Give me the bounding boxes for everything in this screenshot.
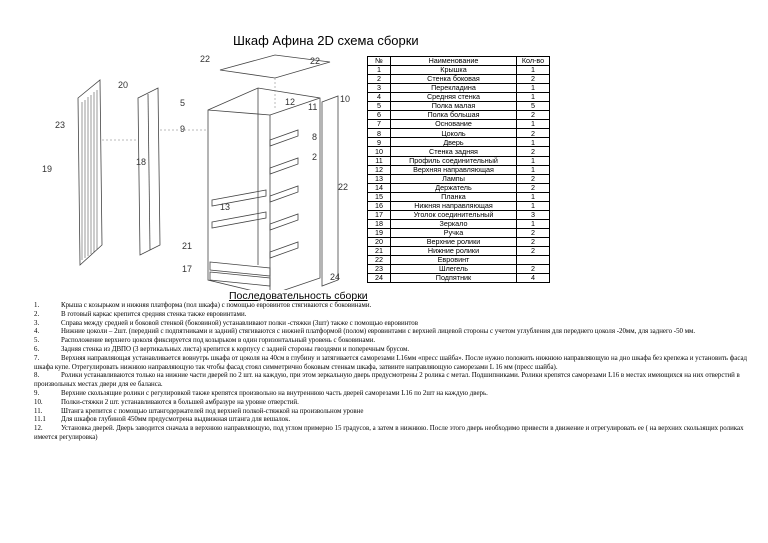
callout: 22 [338, 182, 349, 192]
row-qty: 1 [517, 192, 550, 201]
row-number: 3 [368, 84, 391, 93]
step-text: В готовый каркас крепится средняя стенка также евровинтами. [61, 310, 247, 318]
row-number: 22 [368, 256, 391, 265]
step [34, 399, 754, 408]
table-row [368, 120, 550, 129]
step-number: 11.1 [34, 416, 46, 424]
step-number: 8. [34, 372, 40, 380]
page-title: Шкаф Афина 2D схема сборки [233, 33, 419, 48]
sequence-title: Последовательность сборки [229, 290, 368, 302]
row-qty: 2 [517, 246, 550, 255]
row-number: 14 [368, 183, 391, 192]
step [34, 346, 754, 355]
step [34, 311, 754, 320]
table-row [368, 147, 550, 156]
callout: 24 [330, 272, 341, 282]
step-text: Верхняя направляющая устанавливается вовнутрь шкафа от цоколя на 40см в глубину и затягивается саморезами L16мм «пресс шайба». После нужно положить нижнюю направляющую на дно шкафа без крепежа и установить фасад шкафа купе. Отрегулировать нижнюю направляющую так чтобы фасад стоял симметрично боковым стенкам шкафа, затвинте направляющую саморезами L 16 мм (пресс шайба). [34, 354, 748, 371]
table-row [368, 165, 550, 174]
assembly-steps [34, 302, 754, 443]
row-name: Профиль соединительный [391, 156, 517, 165]
row-number: 13 [368, 174, 391, 183]
table-row [368, 174, 550, 183]
row-number: 6 [368, 111, 391, 120]
plinth-2 [210, 272, 270, 286]
row-qty: 4 [517, 274, 550, 283]
row-name: Шлегель [391, 265, 517, 274]
row-qty: 1 [517, 219, 550, 228]
table-row [368, 201, 550, 210]
row-number: 18 [368, 219, 391, 228]
step [34, 320, 754, 329]
row-number: 19 [368, 228, 391, 237]
callout: 9 [180, 124, 186, 134]
row-number: 15 [368, 192, 391, 201]
row-number: 7 [368, 120, 391, 129]
row-name: Цоколь [391, 129, 517, 138]
callout: 12 [285, 97, 296, 107]
row-qty: 2 [517, 147, 550, 156]
row-number: 4 [368, 93, 391, 102]
row-name: Стенка задняя [391, 147, 517, 156]
row-name: Верхние ролики [391, 237, 517, 246]
callout: 21 [182, 241, 193, 251]
row-qty: 1 [517, 66, 550, 75]
row-qty: 1 [517, 138, 550, 147]
row-qty: 2 [517, 237, 550, 246]
row-qty: 2 [517, 129, 550, 138]
table-row [368, 138, 550, 147]
table-row [368, 183, 550, 192]
step-text: Полки-стяжки 2 шт. устанавливаются в большей амбразуре на уровне отверстий. [61, 398, 299, 406]
table-row [368, 192, 550, 201]
plinth [210, 262, 270, 276]
row-qty: 5 [517, 102, 550, 111]
row-number: 1 [368, 66, 391, 75]
row-name: Средняя стенка [391, 93, 517, 102]
callout: 23 [55, 120, 66, 130]
row-qty: 1 [517, 156, 550, 165]
carcass [208, 88, 320, 290]
callout: 10 [340, 94, 351, 104]
shelves [212, 130, 298, 258]
callout: 18 [136, 157, 147, 167]
header-number: № [368, 57, 391, 66]
row-name: Стенка боковая [391, 75, 517, 84]
row-qty: 2 [517, 111, 550, 120]
row-name: Полка малая [391, 102, 517, 111]
row-name: Нижняя направляющая [391, 201, 517, 210]
row-name: Лампы [391, 174, 517, 183]
row-name: Перекладина [391, 84, 517, 93]
step-text: Для шкафов глубиной 450мм предусмотрена выдвижная штанга для вешалок. [61, 416, 291, 424]
row-name: Зеркало [391, 219, 517, 228]
row-qty: 1 [517, 93, 550, 102]
row-number: 20 [368, 237, 391, 246]
step-number: 6. [34, 345, 40, 353]
row-name: Подпятник [391, 274, 517, 283]
step [34, 355, 754, 373]
callout: 22 [200, 54, 211, 64]
step-text: Крыша с козырьком и нижняя платформа (пол шкафа) с помощью евровинтов стягиваются с боковинами. [61, 302, 372, 309]
row-name: Крышка [391, 66, 517, 75]
callout: 11 [308, 102, 318, 112]
step [34, 408, 754, 417]
callout: 22 [310, 56, 321, 66]
row-name: Полка большая [391, 111, 517, 120]
row-name: Планка [391, 192, 517, 201]
row-number: 24 [368, 274, 391, 283]
callout: 8 [312, 132, 318, 142]
step [34, 302, 754, 311]
step-text: Установка дверей. Дверь заводится сначала в верхнюю направляющую, под углом примерно 15 градусов, а затем в нижнюю. После этого дверь необходимо привести в движение и отрегулировать ее ( на верхних скользящих роликах имеется регулировка) [34, 425, 744, 441]
step-text: Справа между средней и боковой стенкой (боковиной) устанавливают полки -стяжки (3шт) также с помощью евровинтов [61, 319, 419, 327]
callout: 19 [42, 164, 53, 174]
step [34, 337, 754, 346]
row-qty: 3 [517, 210, 550, 219]
row-number: 17 [368, 210, 391, 219]
step-text: Задняя стенка из ДВПО (3 вертикальных листа) крепится к корпусу с задней стороны гвоздями и поперечным брусом. [61, 345, 410, 353]
table-row [368, 274, 550, 283]
assembly-drawing [30, 40, 360, 290]
row-number: 11 [368, 156, 391, 165]
row-qty: 1 [517, 84, 550, 93]
step-number: 7. [34, 354, 40, 362]
callout: 13 [220, 202, 231, 212]
row-qty: 2 [517, 174, 550, 183]
step-number: 1. [34, 302, 40, 309]
step-number: 10. [34, 398, 43, 406]
door-pattern [82, 90, 97, 260]
step [34, 425, 754, 443]
step-text: Расположение верхнего цоколя фиксируется под козырьком в один горизонтальный уровень с боковинами. [61, 337, 376, 345]
row-number: 23 [368, 265, 391, 274]
row-qty: 2 [517, 183, 550, 192]
row-name: Ручка [391, 228, 517, 237]
step-number: 4. [34, 328, 40, 336]
step-number: 12. [34, 425, 43, 433]
parts-table [367, 56, 550, 283]
step [34, 328, 754, 337]
row-number: 16 [368, 201, 391, 210]
row-qty: 2 [517, 228, 550, 237]
step-text: Верхние скользящие ролики с регулировкой также крепятся произвольно на внутреннюю часть дверей саморезами L16 по 2шт на каждую дверь. [61, 389, 488, 397]
row-qty: 1 [517, 201, 550, 210]
row-qty: 1 [517, 165, 550, 174]
row-name: Верхняя направляющая [391, 165, 517, 174]
step-number: 2. [34, 310, 40, 318]
row-number: 2 [368, 75, 391, 84]
step-number: 11. [34, 407, 43, 415]
row-number: 21 [368, 246, 391, 255]
step-number: 3. [34, 319, 40, 327]
row-name: Евровинт [391, 256, 517, 265]
step [34, 416, 754, 425]
step-number: 5. [34, 337, 40, 345]
row-name: Держатель [391, 183, 517, 192]
row-name: Дверь [391, 138, 517, 147]
table-row [368, 129, 550, 138]
row-name: Нижние ролики [391, 246, 517, 255]
step-text: Нижние цоколи – 2шт. (передний с подпятниками и задний) стягиваются с нижней платформой (полом) евровинтами с верхней лицевой стороны с учетом углубления для переднего цоколя -20мм, для заднего -50 мм. [61, 328, 696, 336]
callout: 20 [118, 80, 129, 90]
row-name: Уголок соединительный [391, 210, 517, 219]
callout: 2 [312, 152, 318, 162]
header-qty: Кол-во [517, 57, 550, 66]
door-panel-left [78, 80, 102, 265]
row-number: 5 [368, 102, 391, 111]
row-qty: 2 [517, 265, 550, 274]
step [34, 372, 754, 390]
step-number: 9. [34, 389, 40, 397]
row-number: 10 [368, 147, 391, 156]
row-number: 8 [368, 129, 391, 138]
table-row [368, 156, 550, 165]
callout: 5 [180, 98, 186, 108]
row-qty: 1 [517, 120, 550, 129]
row-number: 9 [368, 138, 391, 147]
row-number: 12 [368, 165, 391, 174]
row-qty: 2 [517, 75, 550, 84]
back-panel [322, 96, 341, 286]
table-row [368, 210, 550, 219]
callout: 17 [182, 264, 193, 274]
step [34, 390, 754, 399]
step-text: Штанга крепится с помощью штангодержателей под верхней полкой-стяжкой на произвольном уровне [61, 407, 364, 415]
step-text: Ролики устанавливаются только на нижние части дверей по 2 шт. на каждую, при этом зеркальную дверь предусмотрены 2 ролика с метал. Подшипниками. Ролики крепятся саморезами L16 в местах имеющихся на них отверстий в произвольных местах двери для ее баланса. [34, 372, 740, 389]
row-name: Основание [391, 120, 517, 129]
header-name: Наименование [391, 57, 517, 66]
